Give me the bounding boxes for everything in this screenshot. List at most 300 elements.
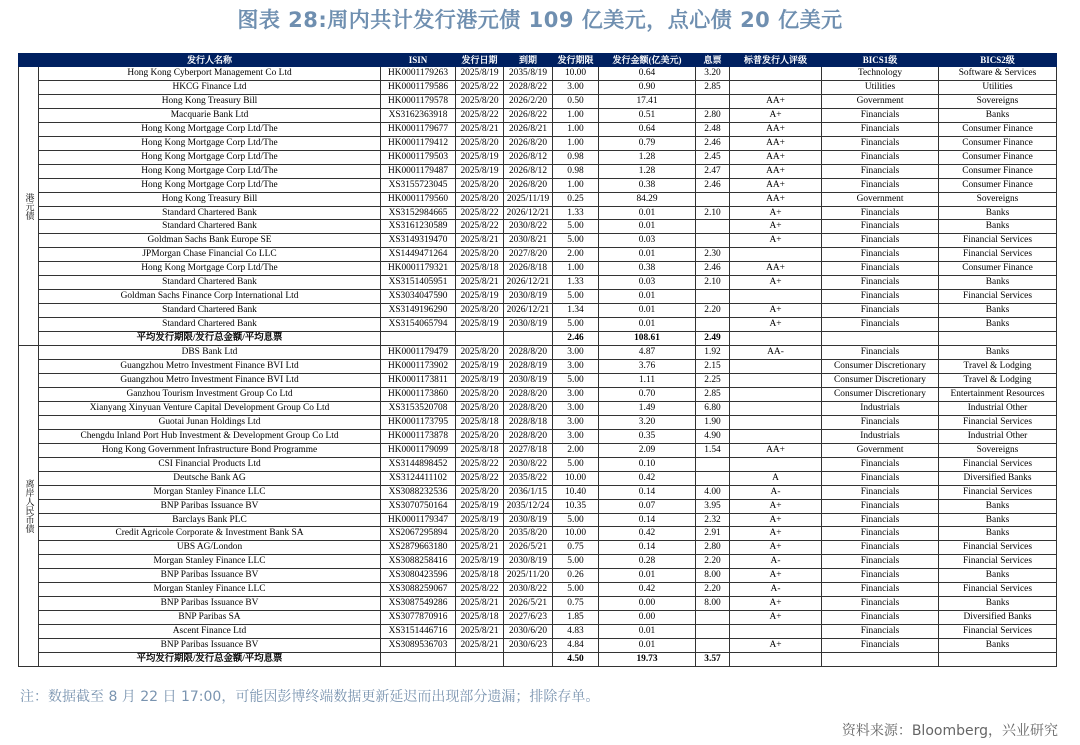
table-cell: A+ [730, 206, 822, 220]
table-cell: XS3149319470 [381, 234, 456, 248]
source-note: 资料来源：Bloomberg，兴业研究 [841, 723, 1058, 739]
table-cell [730, 429, 822, 443]
table-cell: 10.00 [553, 527, 599, 541]
table-cell: 2030/8/22 [504, 583, 553, 597]
table-cell: Banks [939, 569, 1057, 583]
table-cell: XS3154065794 [381, 318, 456, 332]
table-cell: 3.95 [696, 499, 730, 513]
table-cell: Banks [939, 304, 1057, 318]
table-cell: 0.01 [599, 248, 696, 262]
table-cell: 1.28 [599, 150, 696, 164]
table-cell: Government [822, 192, 939, 206]
table-cell: 2030/8/19 [504, 373, 553, 387]
table-cell: Financials [822, 471, 939, 485]
table-cell: 2025/8/20 [456, 136, 504, 150]
table-cell: 0.75 [553, 597, 599, 611]
table-cell: 10.00 [553, 67, 599, 81]
table-cell: 2025/8/20 [456, 401, 504, 415]
table-cell [696, 318, 730, 332]
table-cell: HK0001179412 [381, 136, 456, 150]
table-cell: Consumer Discretionary [822, 373, 939, 387]
table-cell: 2025/8/22 [456, 220, 504, 234]
table-cell: Guangzhou Metro Investment Finance BVI Ltd [39, 373, 381, 387]
table-cell: 2030/8/19 [504, 290, 553, 304]
table-cell: 2028/8/20 [504, 387, 553, 401]
table-cell: Financials [822, 234, 939, 248]
table-cell: 2025/8/21 [456, 625, 504, 639]
table-cell: A+ [730, 541, 822, 555]
table-cell: HK0001173878 [381, 429, 456, 443]
table-cell: Financials [822, 318, 939, 332]
column-header: 到期 [504, 54, 553, 67]
table-cell: HK0001179321 [381, 262, 456, 276]
table-cell: 2026/8/12 [504, 164, 553, 178]
table-cell: XS2879663180 [381, 541, 456, 555]
table-cell: Financial Services [939, 555, 1057, 569]
group-label: 港元债 [19, 67, 39, 346]
table-cell: XS3151405951 [381, 276, 456, 290]
table-cell: Financials [822, 108, 939, 122]
table-cell: 0.03 [599, 234, 696, 248]
table-cell: Financials [822, 457, 939, 471]
table-cell: HKCG Finance Ltd [39, 80, 381, 94]
table-cell: XS3080423596 [381, 569, 456, 583]
table-cell: Standard Chartered Bank [39, 206, 381, 220]
table-cell: Hong Kong Mortgage Corp Ltd/The [39, 122, 381, 136]
table-cell: Financials [822, 276, 939, 290]
table-cell: 4.83 [553, 625, 599, 639]
table-cell: 2028/8/20 [504, 346, 553, 360]
table-cell: Guotai Junan Holdings Ltd [39, 415, 381, 429]
table-cell [730, 415, 822, 429]
table-cell: 2.09 [599, 443, 696, 457]
table-cell: 1.00 [553, 122, 599, 136]
table-row [19, 150, 1057, 164]
column-header: BICS2级 [939, 54, 1057, 67]
table-cell: 0.98 [553, 164, 599, 178]
table-cell: Financial Services [939, 625, 1057, 639]
table-cell: 0.35 [599, 429, 696, 443]
table-cell: 5.00 [553, 513, 599, 527]
table-cell: 2025/8/22 [456, 471, 504, 485]
table-cell: 2030/8/19 [504, 318, 553, 332]
table-cell: Entertainment Resources [939, 387, 1057, 401]
table-cell: 2.46 [696, 178, 730, 192]
table-row [19, 401, 1057, 415]
table-cell: Utilities [939, 80, 1057, 94]
table-row [19, 136, 1057, 150]
table-cell: 2025/8/20 [456, 485, 504, 499]
table-cell: 2035/8/20 [504, 527, 553, 541]
table-cell: A+ [730, 220, 822, 234]
table-cell: HK0001179263 [381, 67, 456, 81]
table-cell: AA+ [730, 164, 822, 178]
table-cell: UBS AG/London [39, 541, 381, 555]
table-cell: A [730, 471, 822, 485]
table-cell: A+ [730, 639, 822, 653]
table-cell: 2028/8/22 [504, 80, 553, 94]
table-cell: XS3077870916 [381, 611, 456, 625]
summary-cell [504, 653, 553, 667]
table-cell: HK0001173902 [381, 360, 456, 374]
table-cell: 2025/8/19 [456, 290, 504, 304]
table-cell: 2025/8/21 [456, 234, 504, 248]
table-cell: 0.00 [599, 611, 696, 625]
table-cell: 0.90 [599, 80, 696, 94]
table-cell: Ascent Finance Ltd [39, 625, 381, 639]
table-cell: 2025/8/18 [456, 443, 504, 457]
table-cell: 1.00 [553, 262, 599, 276]
table-cell: 1.00 [553, 108, 599, 122]
table-cell: Morgan Stanley Finance LLC [39, 583, 381, 597]
table-cell [696, 290, 730, 304]
column-header: 发行期限 [553, 54, 599, 67]
summary-coupon: 2.49 [696, 332, 730, 346]
table-cell: Banks [939, 206, 1057, 220]
table-cell: 0.26 [553, 569, 599, 583]
table-cell: 1.33 [553, 276, 599, 290]
table-cell: Guangzhou Metro Investment Finance BVI Ltd [39, 360, 381, 374]
table-cell: A- [730, 555, 822, 569]
table-cell: Standard Chartered Bank [39, 276, 381, 290]
table-cell: Banks [939, 220, 1057, 234]
table-body [19, 67, 1057, 667]
table-row [19, 541, 1057, 555]
table-cell: 2025/8/21 [456, 276, 504, 290]
table-row [19, 457, 1057, 471]
table-cell: 2025/8/19 [456, 499, 504, 513]
table-cell: 0.79 [599, 136, 696, 150]
table-cell: 2028/8/18 [504, 415, 553, 429]
table-cell [730, 67, 822, 81]
table-row [19, 415, 1057, 429]
table-row [19, 108, 1057, 122]
table-cell: Software & Services [939, 67, 1057, 81]
table-cell: JPMorgan Chase Financial Co LLC [39, 248, 381, 262]
table-cell: Goldman Sachs Bank Europe SE [39, 234, 381, 248]
table-cell: AA+ [730, 122, 822, 136]
table-cell: Banks [939, 346, 1057, 360]
table-cell [730, 625, 822, 639]
table-cell: 2025/8/18 [456, 415, 504, 429]
table-cell: 2026/5/21 [504, 541, 553, 555]
table-cell: 2025/8/20 [456, 178, 504, 192]
table-row [19, 527, 1057, 541]
table-cell: Financial Services [939, 457, 1057, 471]
table-cell: 0.98 [553, 150, 599, 164]
table-cell: Banks [939, 527, 1057, 541]
table-cell: 2.20 [696, 555, 730, 569]
table-cell: Financials [822, 346, 939, 360]
table-cell: Hong Kong Government Infrastructure Bond Programme [39, 443, 381, 457]
table-row [19, 262, 1057, 276]
table-cell: 2.80 [696, 108, 730, 122]
table-cell: XS3124411102 [381, 471, 456, 485]
table-cell: 2030/8/22 [504, 220, 553, 234]
table-cell: Financials [822, 164, 939, 178]
table-cell [696, 611, 730, 625]
table-cell: A+ [730, 569, 822, 583]
table-cell: Industrial Other [939, 401, 1057, 415]
table-row [19, 318, 1057, 332]
table-cell: Credit Agricole Corporate & Investment Bank SA [39, 527, 381, 541]
table-cell [730, 360, 822, 374]
table-cell: CSI Financial Products Ltd [39, 457, 381, 471]
table-cell: 2025/8/18 [456, 569, 504, 583]
table-cell: Morgan Stanley Finance LLC [39, 485, 381, 499]
table-cell: Financials [822, 220, 939, 234]
table-cell: 3.00 [553, 415, 599, 429]
table-cell: 2025/8/22 [456, 583, 504, 597]
table-cell: Financials [822, 248, 939, 262]
table-cell: Financial Services [939, 248, 1057, 262]
table-cell: 5.00 [553, 457, 599, 471]
table-cell: BNP Paribas Issuance BV [39, 639, 381, 653]
table-cell: AA- [730, 346, 822, 360]
table-cell: 5.00 [553, 290, 599, 304]
table-row [19, 346, 1057, 360]
table-cell: 0.14 [599, 513, 696, 527]
table-cell: HK0001179479 [381, 346, 456, 360]
table-cell: Industrial Other [939, 429, 1057, 443]
table-cell: 2.10 [696, 276, 730, 290]
table-cell: Financials [822, 136, 939, 150]
table-cell: Consumer Finance [939, 178, 1057, 192]
table-row [19, 471, 1057, 485]
table-cell: Ganzhou Tourism Investment Group Co Ltd [39, 387, 381, 401]
table-cell: XS3151446716 [381, 625, 456, 639]
table-cell: Financials [822, 290, 939, 304]
table-cell: 1.00 [553, 136, 599, 150]
table-cell: 2.00 [553, 443, 599, 457]
table-cell: 0.14 [599, 485, 696, 499]
bond-table-container [18, 53, 1056, 667]
table-cell: 10.35 [553, 499, 599, 513]
table-cell: 2025/8/19 [456, 318, 504, 332]
table-cell: 2027/8/20 [504, 248, 553, 262]
column-header: 发行人名称 [39, 54, 381, 67]
table-cell: 0.75 [553, 541, 599, 555]
table-cell: Consumer Finance [939, 122, 1057, 136]
table-cell: Financial Services [939, 583, 1057, 597]
table-cell: 2035/12/24 [504, 499, 553, 513]
table-cell: Hong Kong Treasury Bill [39, 192, 381, 206]
table-cell: Financials [822, 583, 939, 597]
table-cell: 0.42 [599, 471, 696, 485]
table-cell: 2030/8/19 [504, 555, 553, 569]
table-cell: Banks [939, 276, 1057, 290]
table-cell: 10.40 [553, 485, 599, 499]
table-cell: Financials [822, 499, 939, 513]
table-row [19, 80, 1057, 94]
column-header: 息票 [696, 54, 730, 67]
table-cell: XS1449471264 [381, 248, 456, 262]
table-cell: 0.00 [599, 597, 696, 611]
table-row [19, 220, 1057, 234]
table-cell: Government [822, 443, 939, 457]
table-row [19, 122, 1057, 136]
summary-cell [456, 332, 504, 346]
table-cell: Hong Kong Mortgage Corp Ltd/The [39, 150, 381, 164]
table-cell: HK0001173860 [381, 387, 456, 401]
table-cell: 0.38 [599, 262, 696, 276]
table-cell: AA+ [730, 94, 822, 108]
table-cell: Hong Kong Mortgage Corp Ltd/The [39, 262, 381, 276]
table-row [19, 248, 1057, 262]
group-label: 离岸人民币债 [19, 346, 39, 667]
table-cell: 5.00 [553, 555, 599, 569]
table-cell: 2030/8/22 [504, 457, 553, 471]
table-cell: 2028/8/20 [504, 401, 553, 415]
table-cell: 2025/8/20 [456, 527, 504, 541]
table-cell: XS3088259067 [381, 583, 456, 597]
table-cell: 2.46 [696, 262, 730, 276]
table-cell: Diversified Banks [939, 471, 1057, 485]
table-cell: Diversified Banks [939, 611, 1057, 625]
table-cell: 2.32 [696, 513, 730, 527]
column-header: BICS1级 [822, 54, 939, 67]
table-cell: Sovereigns [939, 443, 1057, 457]
table-cell: HK0001173795 [381, 415, 456, 429]
table-cell: 2026/12/21 [504, 304, 553, 318]
table-cell: 0.51 [599, 108, 696, 122]
table-cell: 2025/8/20 [456, 248, 504, 262]
table-cell: 3.00 [553, 360, 599, 374]
table-cell: AA+ [730, 262, 822, 276]
table-cell: Goldman Sachs Finance Corp International Ltd [39, 290, 381, 304]
table-cell [696, 234, 730, 248]
table-cell: 1.28 [599, 164, 696, 178]
table-cell: 2025/8/18 [456, 262, 504, 276]
table-cell: Utilities [822, 80, 939, 94]
table-cell: 1.49 [599, 401, 696, 415]
table-cell: XS3070750164 [381, 499, 456, 513]
table-cell: 17.41 [599, 94, 696, 108]
table-cell: 2025/8/22 [456, 108, 504, 122]
table-cell: XS3161230589 [381, 220, 456, 234]
table-row [19, 429, 1057, 443]
table-cell: AA+ [730, 178, 822, 192]
table-cell: HK0001179487 [381, 164, 456, 178]
table-cell: Consumer Finance [939, 262, 1057, 276]
table-row [19, 304, 1057, 318]
table-cell: 1.92 [696, 346, 730, 360]
table-cell: 3.00 [553, 80, 599, 94]
table-cell: Consumer Discretionary [822, 387, 939, 401]
table-cell [696, 220, 730, 234]
table-cell: 2025/8/22 [456, 457, 504, 471]
table-row [19, 499, 1057, 513]
table-row [19, 206, 1057, 220]
table-cell [730, 248, 822, 262]
summary-cell [939, 653, 1057, 667]
table-cell: Financials [822, 304, 939, 318]
table-cell: 0.07 [599, 499, 696, 513]
table-cell: XS3144898452 [381, 457, 456, 471]
summary-cell [939, 332, 1057, 346]
table-cell: 2026/5/21 [504, 597, 553, 611]
table-cell: 1.54 [696, 443, 730, 457]
summary-cell [730, 332, 822, 346]
table-cell: Hong Kong Cyberport Management Co Ltd [39, 67, 381, 81]
table-cell: 4.84 [553, 639, 599, 653]
table-cell: 0.70 [599, 387, 696, 401]
table-cell: 0.03 [599, 276, 696, 290]
table-cell: 2027/8/18 [504, 443, 553, 457]
table-cell: 2025/11/19 [504, 192, 553, 206]
column-header: 发行金额(亿美元) [599, 54, 696, 67]
table-cell: 6.80 [696, 401, 730, 415]
table-cell: A+ [730, 611, 822, 625]
summary-cell [456, 653, 504, 667]
table-cell [730, 457, 822, 471]
table-cell: HK0001179503 [381, 150, 456, 164]
table-cell: 2.85 [696, 80, 730, 94]
table-cell: 4.87 [599, 346, 696, 360]
column-header: 发行日期 [456, 54, 504, 67]
table-cell: 0.28 [599, 555, 696, 569]
table-cell: 2036/1/15 [504, 485, 553, 499]
table-cell: XS3162363918 [381, 108, 456, 122]
table-cell: 2025/8/19 [456, 150, 504, 164]
table-cell: Consumer Discretionary [822, 360, 939, 374]
table-cell: XS3088232536 [381, 485, 456, 499]
table-cell: Government [822, 94, 939, 108]
table-cell: 8.00 [696, 597, 730, 611]
summary-cell [381, 332, 456, 346]
table-row [19, 67, 1057, 81]
table-cell: Travel & Lodging [939, 360, 1057, 374]
table-cell: 0.01 [599, 318, 696, 332]
table-row [19, 94, 1057, 108]
table-cell: 2025/8/19 [456, 373, 504, 387]
table-cell: 2.80 [696, 541, 730, 555]
table-cell: 4.00 [696, 485, 730, 499]
table-cell: Barclays Bank PLC [39, 513, 381, 527]
table-row [19, 234, 1057, 248]
table-cell: Banks [939, 513, 1057, 527]
summary-row [19, 653, 1057, 667]
table-cell: 2026/8/22 [504, 108, 553, 122]
table-cell: 2025/8/21 [456, 541, 504, 555]
table-cell: 1.34 [553, 304, 599, 318]
table-cell: Travel & Lodging [939, 373, 1057, 387]
table-cell: 0.50 [553, 94, 599, 108]
table-cell: 2025/8/19 [456, 360, 504, 374]
table-cell: Xianyang Xinyuan Venture Capital Development Group Co Ltd [39, 401, 381, 415]
table-cell: Financials [822, 527, 939, 541]
table-cell: 0.42 [599, 527, 696, 541]
table-cell: HK0001179099 [381, 443, 456, 457]
table-cell: 2.48 [696, 122, 730, 136]
table-cell [730, 373, 822, 387]
table-cell: Financials [822, 569, 939, 583]
table-cell: Financials [822, 150, 939, 164]
table-cell: XS3153520708 [381, 401, 456, 415]
summary-term: 4.50 [553, 653, 599, 667]
table-cell [696, 471, 730, 485]
summary-amount: 19.73 [599, 653, 696, 667]
table-cell: Chengdu Inland Port Hub Investment & Development Group Co Ltd [39, 429, 381, 443]
table-cell: 2025/8/20 [456, 429, 504, 443]
table-cell: HK0001179586 [381, 80, 456, 94]
table-cell: 0.64 [599, 122, 696, 136]
table-cell: HK0001173811 [381, 373, 456, 387]
table-cell: Morgan Stanley Finance LLC [39, 555, 381, 569]
table-cell: HK0001179677 [381, 122, 456, 136]
table-cell: A+ [730, 304, 822, 318]
table-cell [730, 387, 822, 401]
